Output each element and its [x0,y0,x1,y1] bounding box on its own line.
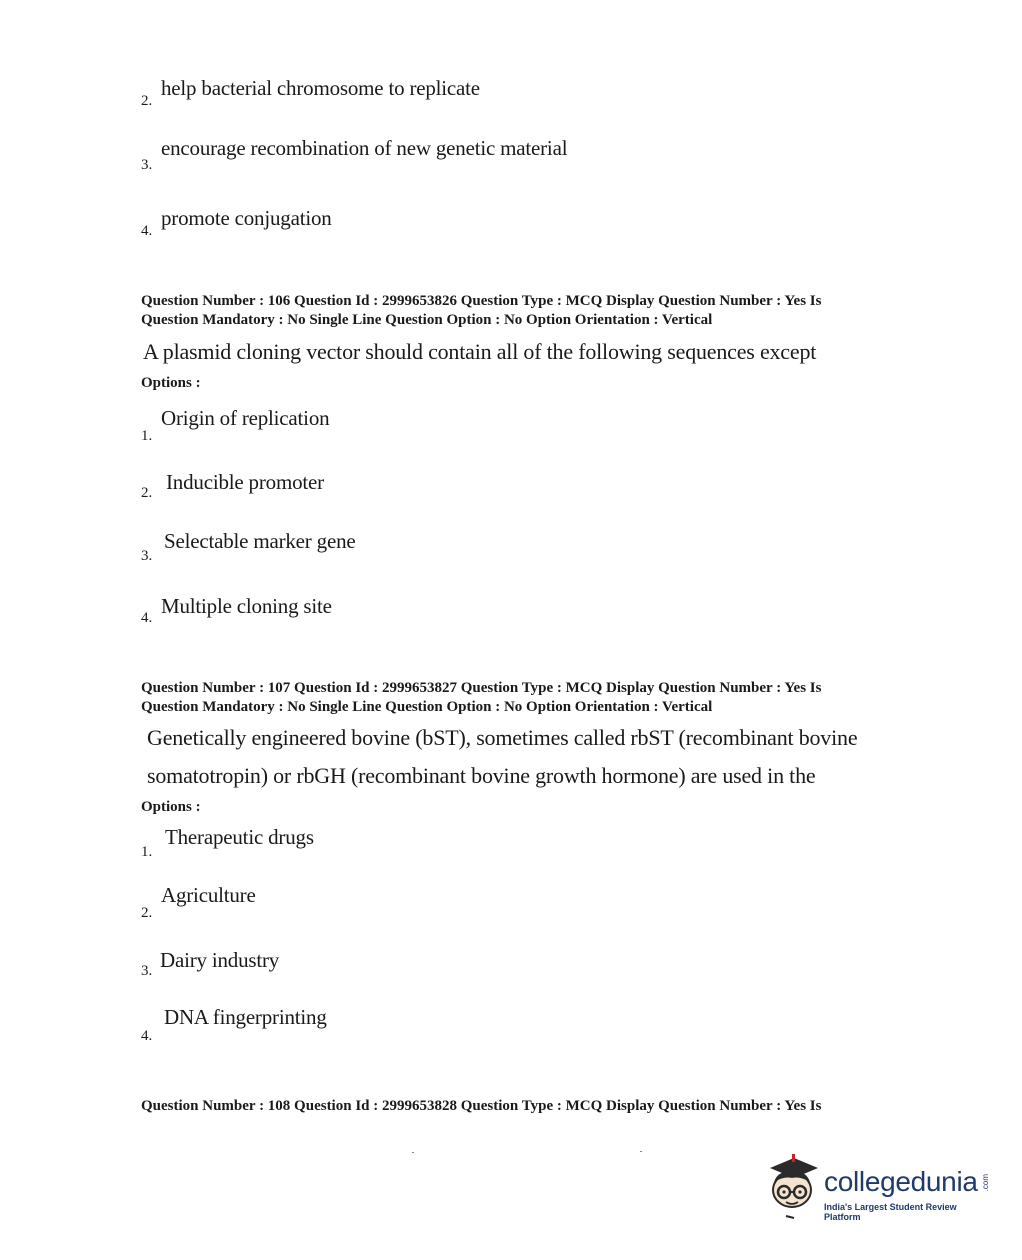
logo-tagline: India's Largest Student Review Platform [824,1202,957,1222]
options-label: Options : [141,799,201,815]
option-number: 2. [141,93,153,109]
option-text: Agriculture [161,883,256,907]
mascot-icon [764,1152,822,1222]
question-meta: Question Number : 107 Question Id : 2999653827 Question Type : MCQ Display Question Number : Yes Is Question Mandatory : No Single Line Question Option : No Option Orientation : Vertical [141,680,822,715]
logo-domain: .com [981,1174,990,1192]
option-number: 3. [141,963,153,979]
scan-mark [640,1151,642,1152]
option-text: Therapeutic drugs [165,825,314,849]
option-text: Selectable marker gene [164,529,356,553]
option-text: encourage recombination of new genetic material [161,136,568,160]
option-text: Origin of replication [161,406,330,430]
option-text: promote conjugation [161,206,332,230]
question-text: A plasmid cloning vector should contain all of the following sequences except [143,339,817,364]
options-label: Options : [141,375,201,391]
option-number: 4. [141,1028,153,1044]
question-meta: Question Number : 108 Question Id : 2999653828 Question Type : MCQ Display Question Number : Yes Is [141,1098,822,1114]
option-number: 4. [141,223,153,239]
option-number: 2. [141,485,153,501]
scan-mark [412,1152,414,1153]
option-number: 4. [141,610,153,626]
option-number: 1. [141,428,153,444]
collegedunia-logo [764,1152,994,1222]
question-text-line: Genetically engineered bovine (bST), sometimes called rbST (recombinant bovine [147,725,858,750]
option-text: DNA fingerprinting [164,1005,327,1029]
option-number: 3. [141,548,153,564]
question-meta: Question Number : 106 Question Id : 2999653826 Question Type : MCQ Display Question Number : Yes Is Question Mandatory : No Single Line Question Option : No Option Orientation : Vertical [141,293,822,328]
option-text: Inducible promoter [166,470,324,494]
option-number: 3. [141,157,153,173]
option-text: help bacterial chromosome to replicate [161,76,480,100]
question-text-line: somatotropin) or rbGH (recombinant bovine growth hormone) are used in the [147,763,816,788]
logo-wordmark: collegedunia [824,1166,978,1197]
option-text: Multiple cloning site [161,594,332,618]
option-number: 2. [141,905,153,921]
option-text: Dairy industry [160,948,280,972]
option-number: 1. [141,844,153,860]
